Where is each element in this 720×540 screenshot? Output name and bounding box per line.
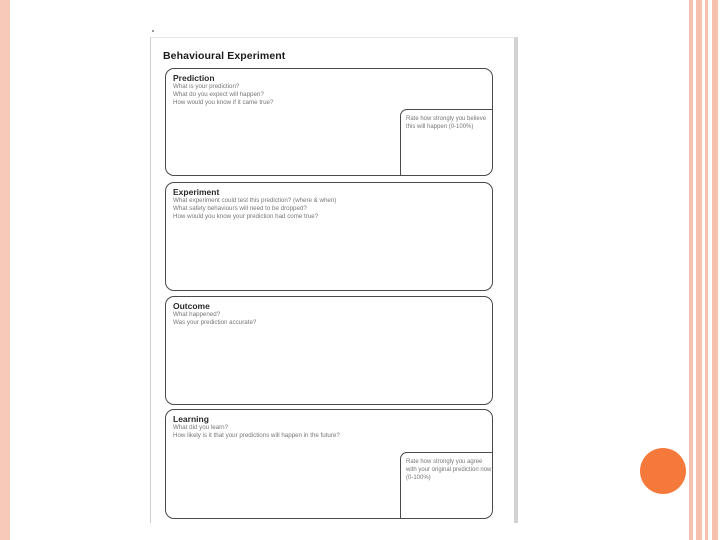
- right-decorative-stripe: [705, 0, 708, 540]
- prediction-section: [165, 68, 493, 176]
- section-question: What do you expect will happen?: [173, 91, 264, 98]
- right-decorative-stripe: [689, 0, 693, 540]
- section-question: How would you know your prediction had come true?: [173, 213, 319, 220]
- section-question: What safety behaviours will need to be dropped?: [173, 205, 307, 212]
- section-question: How would you know if it came true?: [173, 99, 274, 106]
- rating-instruction: Rate how strongly you believe this will happen (0-100%): [406, 116, 487, 130]
- section-title: Outcome: [173, 301, 210, 311]
- section-title: Prediction: [173, 73, 215, 83]
- left-decorative-stripe: [0, 0, 10, 540]
- agreement-rating-box[interactable]: [400, 452, 493, 519]
- section-question: Was your prediction accurate?: [173, 319, 257, 326]
- stray-dot: [152, 30, 154, 32]
- learning-section: [165, 409, 493, 519]
- right-decorative-stripe: [696, 0, 702, 540]
- rating-instruction: Rate how strongly you agree with your original prediction now (0-100%): [406, 459, 492, 481]
- section-title: Learning: [173, 414, 209, 424]
- belief-rating-box[interactable]: [400, 109, 493, 176]
- section-question: What is your prediction?: [173, 83, 240, 90]
- section-question: What happened?: [173, 311, 221, 318]
- outcome-section: [165, 296, 493, 405]
- right-decorative-stripe: [712, 0, 718, 540]
- section-question: What did you learn?: [173, 424, 229, 431]
- worksheet-title: Behavioural Experiment: [163, 50, 286, 62]
- experiment-section: [165, 182, 493, 291]
- section-question: How likely is it that your predictions will happen in the future?: [173, 432, 340, 439]
- orange-circle-decoration: [640, 448, 686, 494]
- behavioural-experiment-worksheet: [150, 37, 518, 523]
- section-question: What experiment could test this prediction? (where & when): [173, 197, 337, 204]
- section-title: Experiment: [173, 187, 220, 197]
